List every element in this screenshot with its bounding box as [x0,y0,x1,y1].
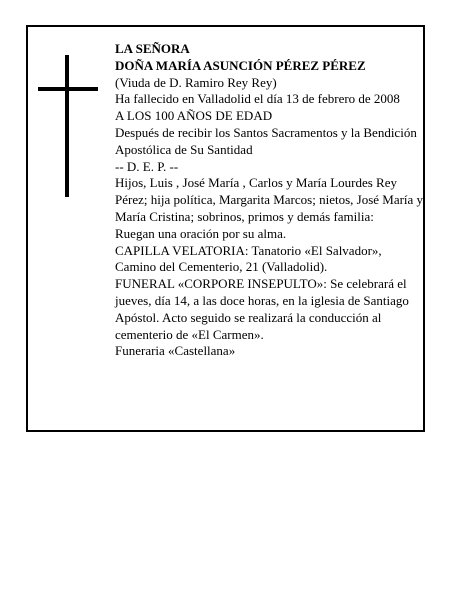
family-paragraph: Hijos, Luis , José María , Carlos y María Lourdes Rey Pérez; hija política, Margarita Marcos; nietos, José María y María Cristina; sobrinos, primos y demás familia: [115,175,424,224]
sacraments-paragraph: Después de recibir los Santos Sacramentos y la Bendición Apostólica de Su Santidad [115,124,417,157]
deceased-name: DOÑA MARÍA ASUNCIÓN PÉREZ PÉREZ [115,57,366,73]
obituary-notice [26,25,425,432]
notice-title: LA SEÑORA [115,41,190,56]
widow-line: (Viuda de D. Ramiro Rey Rey) [115,74,277,90]
notice-text [115,41,425,360]
prayer-line: Ruegan una oración por su alma. [115,225,287,241]
funeral-paragraph: FUNERAL «CORPORE INSEPULTO»: Se celebrará el jueves, día 14, a las doce horas, en la iglesia de Santiago Apóstol. Acto seguido se realizará la conducción al cementerio de «El Carmen». [115,276,409,342]
latin-cross-icon [38,55,98,197]
death-date-line: Ha fallecido en Valladolid el día 13 de febrero de 2008 [115,91,400,107]
age-line: A LOS 100 AÑOS DE EDAD [115,108,273,124]
cross-horizontal-bar [38,87,98,91]
cross-vertical-bar [65,55,69,197]
rip-line: -- D. E. P. -- [115,158,179,174]
funeral-home-line: Funeraria «Castellana» [115,343,236,359]
chapel-paragraph: CAPILLA VELATORIA: Tanatorio «El Salvador», Camino del Cementerio, 21 (Valladolid). [115,242,382,275]
